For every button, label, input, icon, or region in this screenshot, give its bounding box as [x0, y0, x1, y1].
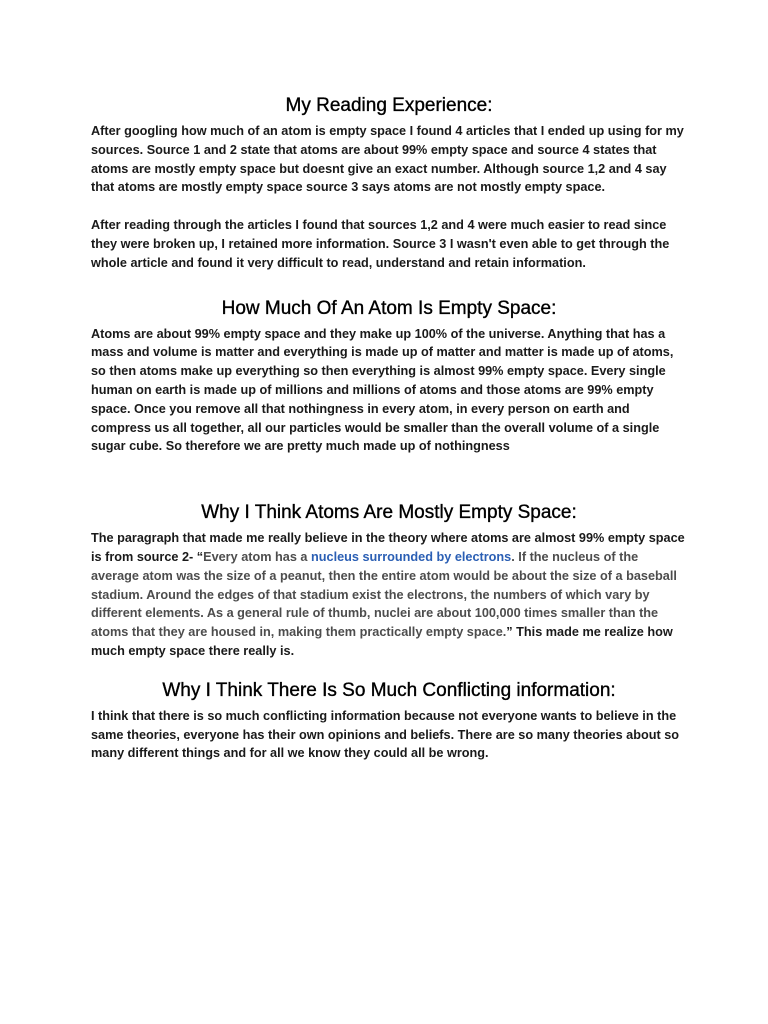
quote-text-body: . If the nucleus of the average atom was the size of a peanut, then the entire atom would be about the size of a baseball stadium. Around the edges of that stadium exist the electrons, the numbers of which vary by different elements. As a general rule of thumb, nuclei are about 100,000 times smaller than the atoms that they are housed in, making them practically empty space.	[91, 549, 677, 640]
quote-close-mark: ”	[506, 625, 513, 640]
document-page	[91, 94, 687, 763]
quote-open-mark: “	[196, 549, 204, 564]
paragraph-source-quote	[91, 529, 687, 661]
paragraph-conflicting-information: I think that there is so much conflicting information because not everyone wants to believe in the same theories, everyone has their own opinions and beliefs. There are so many theories about so many different things and for all we know they could all be wrong.	[91, 708, 680, 761]
quote-outro: This made me realize how much empty space there really is.	[91, 625, 673, 658]
heading-reading-experience: My Reading Experience:	[285, 95, 493, 116]
heading-how-much-empty-space: How Much Of An Atom Is Empty Space:	[221, 297, 557, 319]
paragraph-empty-space-explanation: Atoms are about 99% empty space and they make up 100% of the universe. Anything that has a mass and volume is matter and everything is made up of matter and matter is made up of atoms, so then atoms make up everything so then everything is almost 99% empty space. Every single human on earth is made up of millions and millions of atoms and those atoms are 99% empty space. Once you remove all that nothingness in every atom, in every person on earth and compress us all together, all our particles would be smaller than the overall volume of a single sugar cube. So therefore we are pretty much made up of nothingness	[91, 326, 674, 454]
heading-conflicting-information: Why I Think There Is So Much Conflicting information:	[162, 679, 616, 701]
paragraph-reading-ease: After reading through the articles I found that sources 1,2 and 4 were much easier to read since they were broken up, I retained more information. Source 3 I wasn't even able to get through the whole article and found it very difficult to read, understand and retain information.	[91, 218, 670, 270]
heading-why-mostly-empty: Why I Think Atoms Are Mostly Empty Space:	[201, 502, 577, 524]
nucleus-link[interactable]: nucleus surrounded by electrons	[311, 549, 512, 564]
quote-text-start: Every atom has a	[203, 549, 312, 564]
paragraph-reading-sources: After googling how much of an atom is empty space I found 4 articles that I ended up using for my sources. Source 1 and 2 state that atoms are about 99% empty space and source 4 states that atoms are mostly empty space but doesnt give an exact number. Although source 1,2 and 4 say that atoms are mostly empty space source 3 says atoms are not mostly empty space.	[91, 124, 684, 195]
quote-intro: The paragraph that made me really believe in the theory where atoms are almost 99% empty space is from source 2-	[91, 531, 685, 564]
